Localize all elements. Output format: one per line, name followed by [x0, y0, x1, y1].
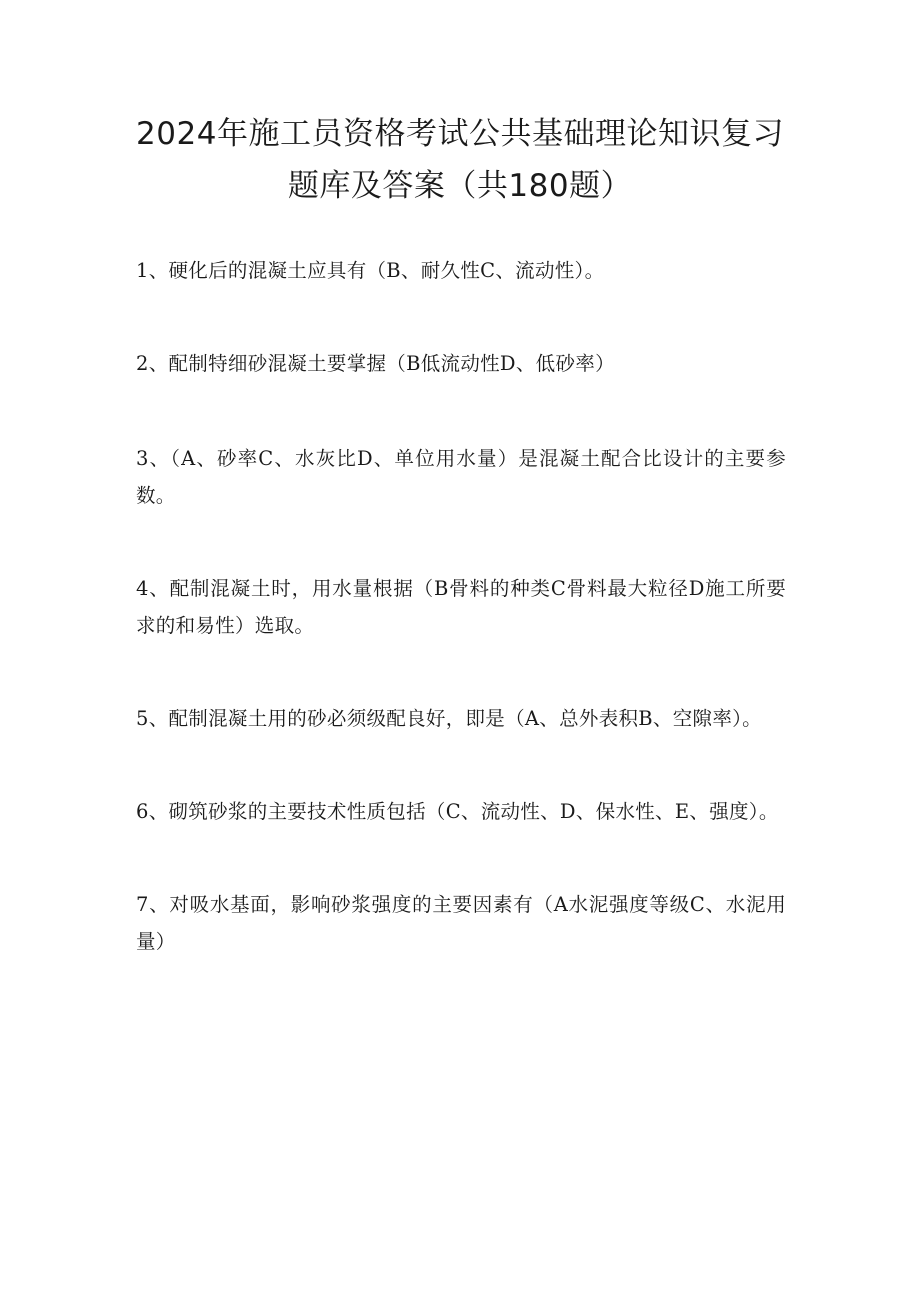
title-line-2: 题库及答案（共180题）	[287, 168, 633, 204]
title-line-1: 2024年施工员资格考试公共基础理论知识复习	[136, 116, 784, 152]
question-list	[136, 252, 786, 1016]
question-item-6: 6、砌筑砂浆的主要技术性质包括（C、流动性、D、保水性、E、强度）。	[136, 800, 779, 823]
question-item-5: 5、配制混凝土用的砂必须级配良好，即是（A、总外表积B、空隙率）。	[136, 707, 762, 730]
question-item-7: 7、对吸水基面，影响砂浆强度的主要因素有（A水泥强度等级C、水泥用量）	[136, 893, 786, 953]
question-item-2: 2、配制特细砂混凝土要掌握（B低流动性D、低砂率）	[136, 352, 615, 375]
question-item-4: 4、配制混凝土时，用水量根据（B骨料的种类C骨料最大粒径D施工所要求的和易性）选取。	[136, 577, 786, 637]
question-item-1: 1、硬化后的混凝土应具有（B、耐久性C、流动性）。	[136, 259, 605, 282]
question-item-3: 3、（A、砂率C、水灰比D、单位用水量）是混凝土配合比设计的主要参数。	[136, 447, 786, 507]
document-title	[110, 108, 810, 212]
